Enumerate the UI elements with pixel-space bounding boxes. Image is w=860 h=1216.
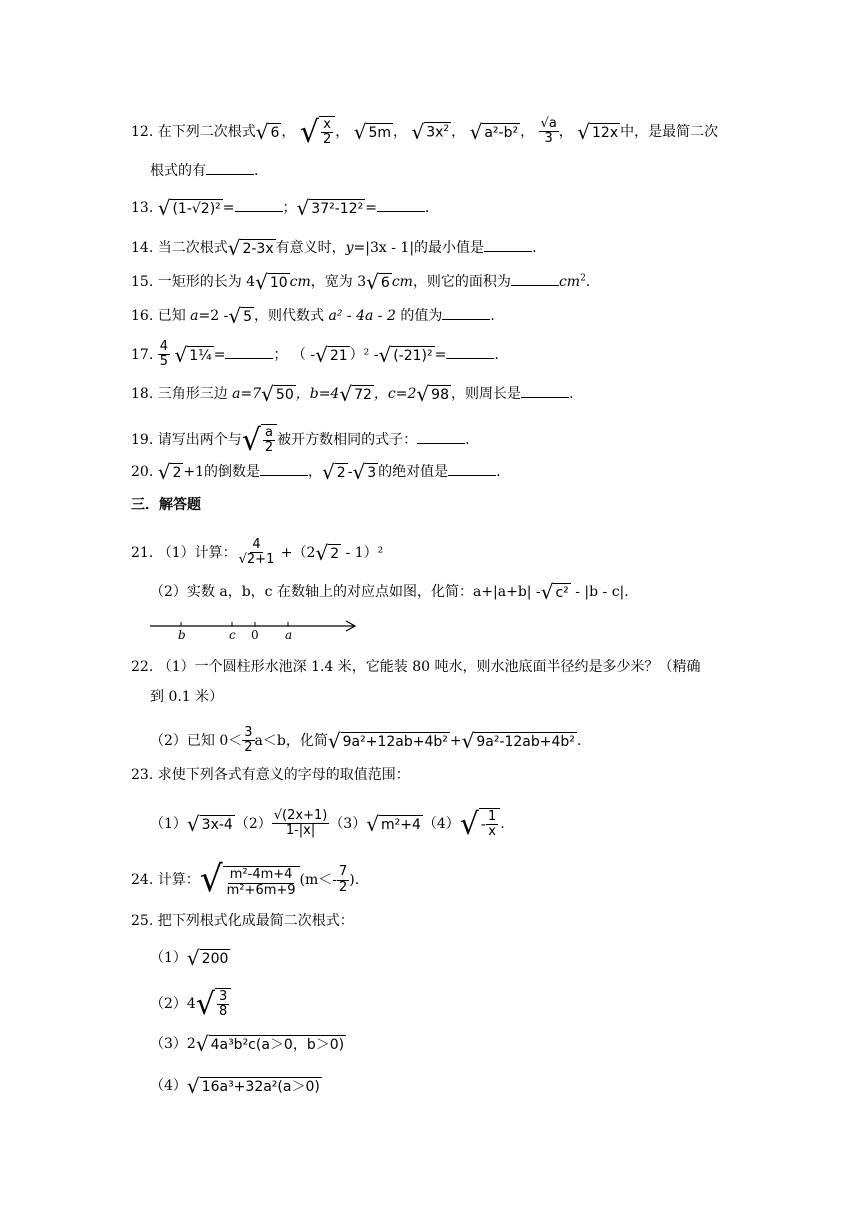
question-19: 19. 请写出两个与 √ $\frac{a}{2}$ 被开方数相同的式子： .: [131, 422, 470, 458]
radical: √ $\frac{a}{2}$: [242, 424, 277, 456]
question-21: 21. （1）计算： $\frac{4}{√2+1}$ +（2 √ 2 - 1）²: [131, 537, 384, 568]
q15-prefix: 15. 一矩形的长为 4: [131, 274, 256, 290]
q17-prefix: 17.: [131, 346, 154, 363]
radical: √ - $\frac{1}{x}$: [460, 808, 500, 840]
radical: √ 16a³+32a²(a＞0): [186, 1074, 320, 1098]
radical: √ 6: [366, 270, 390, 294]
fraction: $\frac{3}{2}$: [244, 725, 253, 756]
question-25-item3: （3）2 √ 4a³b²c(a＞0，b＞0): [150, 1032, 345, 1056]
q21-sub2: （2）实数 a，b，c 在数轴上的对应点如图，化简：a+|a+b| -: [150, 584, 541, 600]
answer-blank[interactable]: [235, 199, 283, 212]
answer-blank[interactable]: [442, 307, 490, 320]
axis-label-0: 0: [251, 628, 259, 640]
radical: √ 21: [315, 342, 348, 367]
fraction: $\frac{7}{2}$: [339, 864, 348, 895]
answer-blank[interactable]: [377, 199, 425, 212]
answer-blank[interactable]: [484, 239, 532, 252]
question-21-part2: （2）实数 a，b，c 在数轴上的对应点如图，化简：a+|a+b| - √ c² - |b - c|.: [150, 580, 629, 604]
answer-blank[interactable]: [521, 385, 569, 398]
question-23-parts: （1） √ 3x-4 （2） $\frac{√(2x+1)}{1-|x|}$ （3） √ m²+4 （4） √ - $\frac{1}{x}$ .: [150, 806, 505, 842]
question-25-item2: （2）4 √ $\frac{3}{8}$: [150, 988, 231, 1020]
radical: √ $\frac{3}{8}$: [196, 988, 231, 1020]
question-14: 14. 当二次根式 √ 2-3x 有意义时，y=|3x - 1|的最小值是 .: [131, 236, 537, 260]
radical: √ 2: [315, 540, 340, 565]
radical: √ 50: [261, 382, 294, 406]
radical: √ (1-√2)²: [157, 196, 221, 220]
question-22-line2: 到 0.1 米）: [150, 689, 224, 705]
question-20: 20. √ 2 +1的倒数是 ， √ 2 - √ 3 的绝对值是 .: [131, 460, 501, 484]
question-24: 24. 计算： √ $\frac{\text{m²-4m+4}}{\text{m²+6m+9}}$ (m＜- $\frac{7}{2}$ ).: [131, 859, 360, 900]
question-15: 15. 一矩形的长为 4 √ 10 cm，宽为 3 √ 6 cm，则它的面积为 $cm^2$.: [131, 270, 591, 294]
question-22-part2: （2）已知 0＜ $\frac{3}{2}$ a＜b，化简 √ 9a²+12ab+4b² + √ 9a²-12ab+4b² .: [150, 725, 582, 756]
q14-prefix: 14. 当二次根式: [131, 240, 228, 256]
radical: √ 6: [255, 119, 280, 144]
question-16: 16. 已知 a=2 - √ 5 ，则代数式 a² - 4a - 2 的值为 .: [131, 304, 495, 328]
answer-blank[interactable]: [446, 346, 494, 359]
radical: √ 2: [322, 460, 346, 484]
axis-label-a: a: [285, 628, 293, 640]
question-25-item4: （4） √ 16a³+32a²(a＞0): [150, 1074, 320, 1098]
radical: √ 2: [157, 460, 182, 484]
radical: √ 10: [255, 270, 288, 294]
answer-blank[interactable]: [417, 431, 465, 444]
radical: √ 5m: [353, 119, 391, 144]
radical: √ $\frac{x}{2}$: [300, 116, 335, 148]
radical: √ 2-3x: [227, 236, 274, 260]
question-12: 12. 在下列二次根式 √ 6 ， √ $\frac{x}{2}$ ， √ 5m ， √ $3x^2$ ， √ a²-b² ， $\frac{√a}{3}$ ， √ 12x 中，是最简二次: [131, 114, 719, 150]
question-17: 17. $\frac{4}{5}$ √ 1¼ = ； （ - √ 21 ）² - √ (-21)² = .: [131, 339, 499, 370]
question-23: 23. 求使下列各式有意义的字母的取值范围：: [131, 767, 410, 783]
radical: √ 9a²+12ab+4b²: [327, 728, 448, 753]
radical: √ 200: [186, 946, 229, 970]
radical: √ $3x^2$: [411, 119, 450, 144]
radical: √ 12x: [577, 119, 619, 144]
answer-blank[interactable]: [206, 162, 254, 175]
q21-prefix: 21. （1）计算：: [131, 544, 237, 561]
question-13: 13. √ (1-√2)² = ； √ 37²-12² = .: [131, 196, 430, 220]
q16-prefix: 16. 已知: [131, 308, 186, 324]
radical: √ c²: [540, 580, 569, 604]
question-18: 18. 三角形三边 a=7 √ 50 ，b=4 √ 72 ，c=2 √ 98 ，则周长是 .: [131, 382, 574, 406]
section-heading: 三．解答题: [131, 497, 201, 513]
radical: √ $\frac{\text{m²-4m+4}}{\text{m²+6m+9}}$: [200, 862, 300, 898]
question-22: 22. （1）一个圆柱形水池深 1.4 米，它能装 80 吨水，则水池底面半径约是多少米？（精确: [131, 659, 701, 675]
radical: √ 3: [352, 460, 377, 484]
radical: √ 72: [339, 382, 372, 406]
radical: √ m²+4: [366, 811, 421, 836]
axis-label-c: c: [229, 628, 236, 640]
q20-prefix: 20.: [131, 464, 154, 480]
question-25-item1: （1） √ 200: [150, 946, 229, 970]
radical: √ 37²-12²: [296, 196, 364, 220]
number-line: [150, 618, 360, 640]
radical: √ 4a³b²c(a＞0，b＞0): [195, 1032, 345, 1056]
radical: √ 9a²-12ab+4b²: [461, 728, 575, 753]
answer-blank[interactable]: [448, 463, 496, 476]
axis-label-b: b: [178, 628, 186, 640]
radical: √ 1¼: [174, 342, 212, 367]
q13-prefix: 13.: [131, 200, 154, 216]
question-12-line2: 根式的有 .: [150, 163, 259, 179]
q18-prefix: 18. 三角形三边: [131, 386, 228, 402]
radical: √ 98: [416, 382, 449, 406]
answer-blank[interactable]: [511, 273, 559, 286]
q12-prefix: 12. 在下列二次根式: [131, 123, 256, 140]
radical: √ a²-b²: [469, 119, 519, 144]
fraction: $\frac{4}{√2+1}$: [238, 537, 275, 568]
answer-blank[interactable]: [260, 463, 308, 476]
question-25: 25. 把下列根式化成最简二次根式：: [131, 913, 354, 929]
q19-prefix: 19. 请写出两个与: [131, 431, 242, 448]
q12-suffix: 中，是最简二次: [620, 123, 719, 140]
fraction: $\frac{√(2x+1)}{1-|x|}$: [273, 808, 328, 839]
q12-line2: 根式的有: [150, 163, 206, 179]
radical: √ 5: [228, 304, 253, 328]
radical: √ 3x-4: [186, 811, 233, 836]
fraction: $\frac{4}{5}$: [159, 339, 168, 370]
answer-blank[interactable]: [225, 346, 273, 359]
radical: √ (-21)²: [378, 342, 433, 367]
fraction: $\frac{√a}{3}$: [540, 116, 557, 147]
